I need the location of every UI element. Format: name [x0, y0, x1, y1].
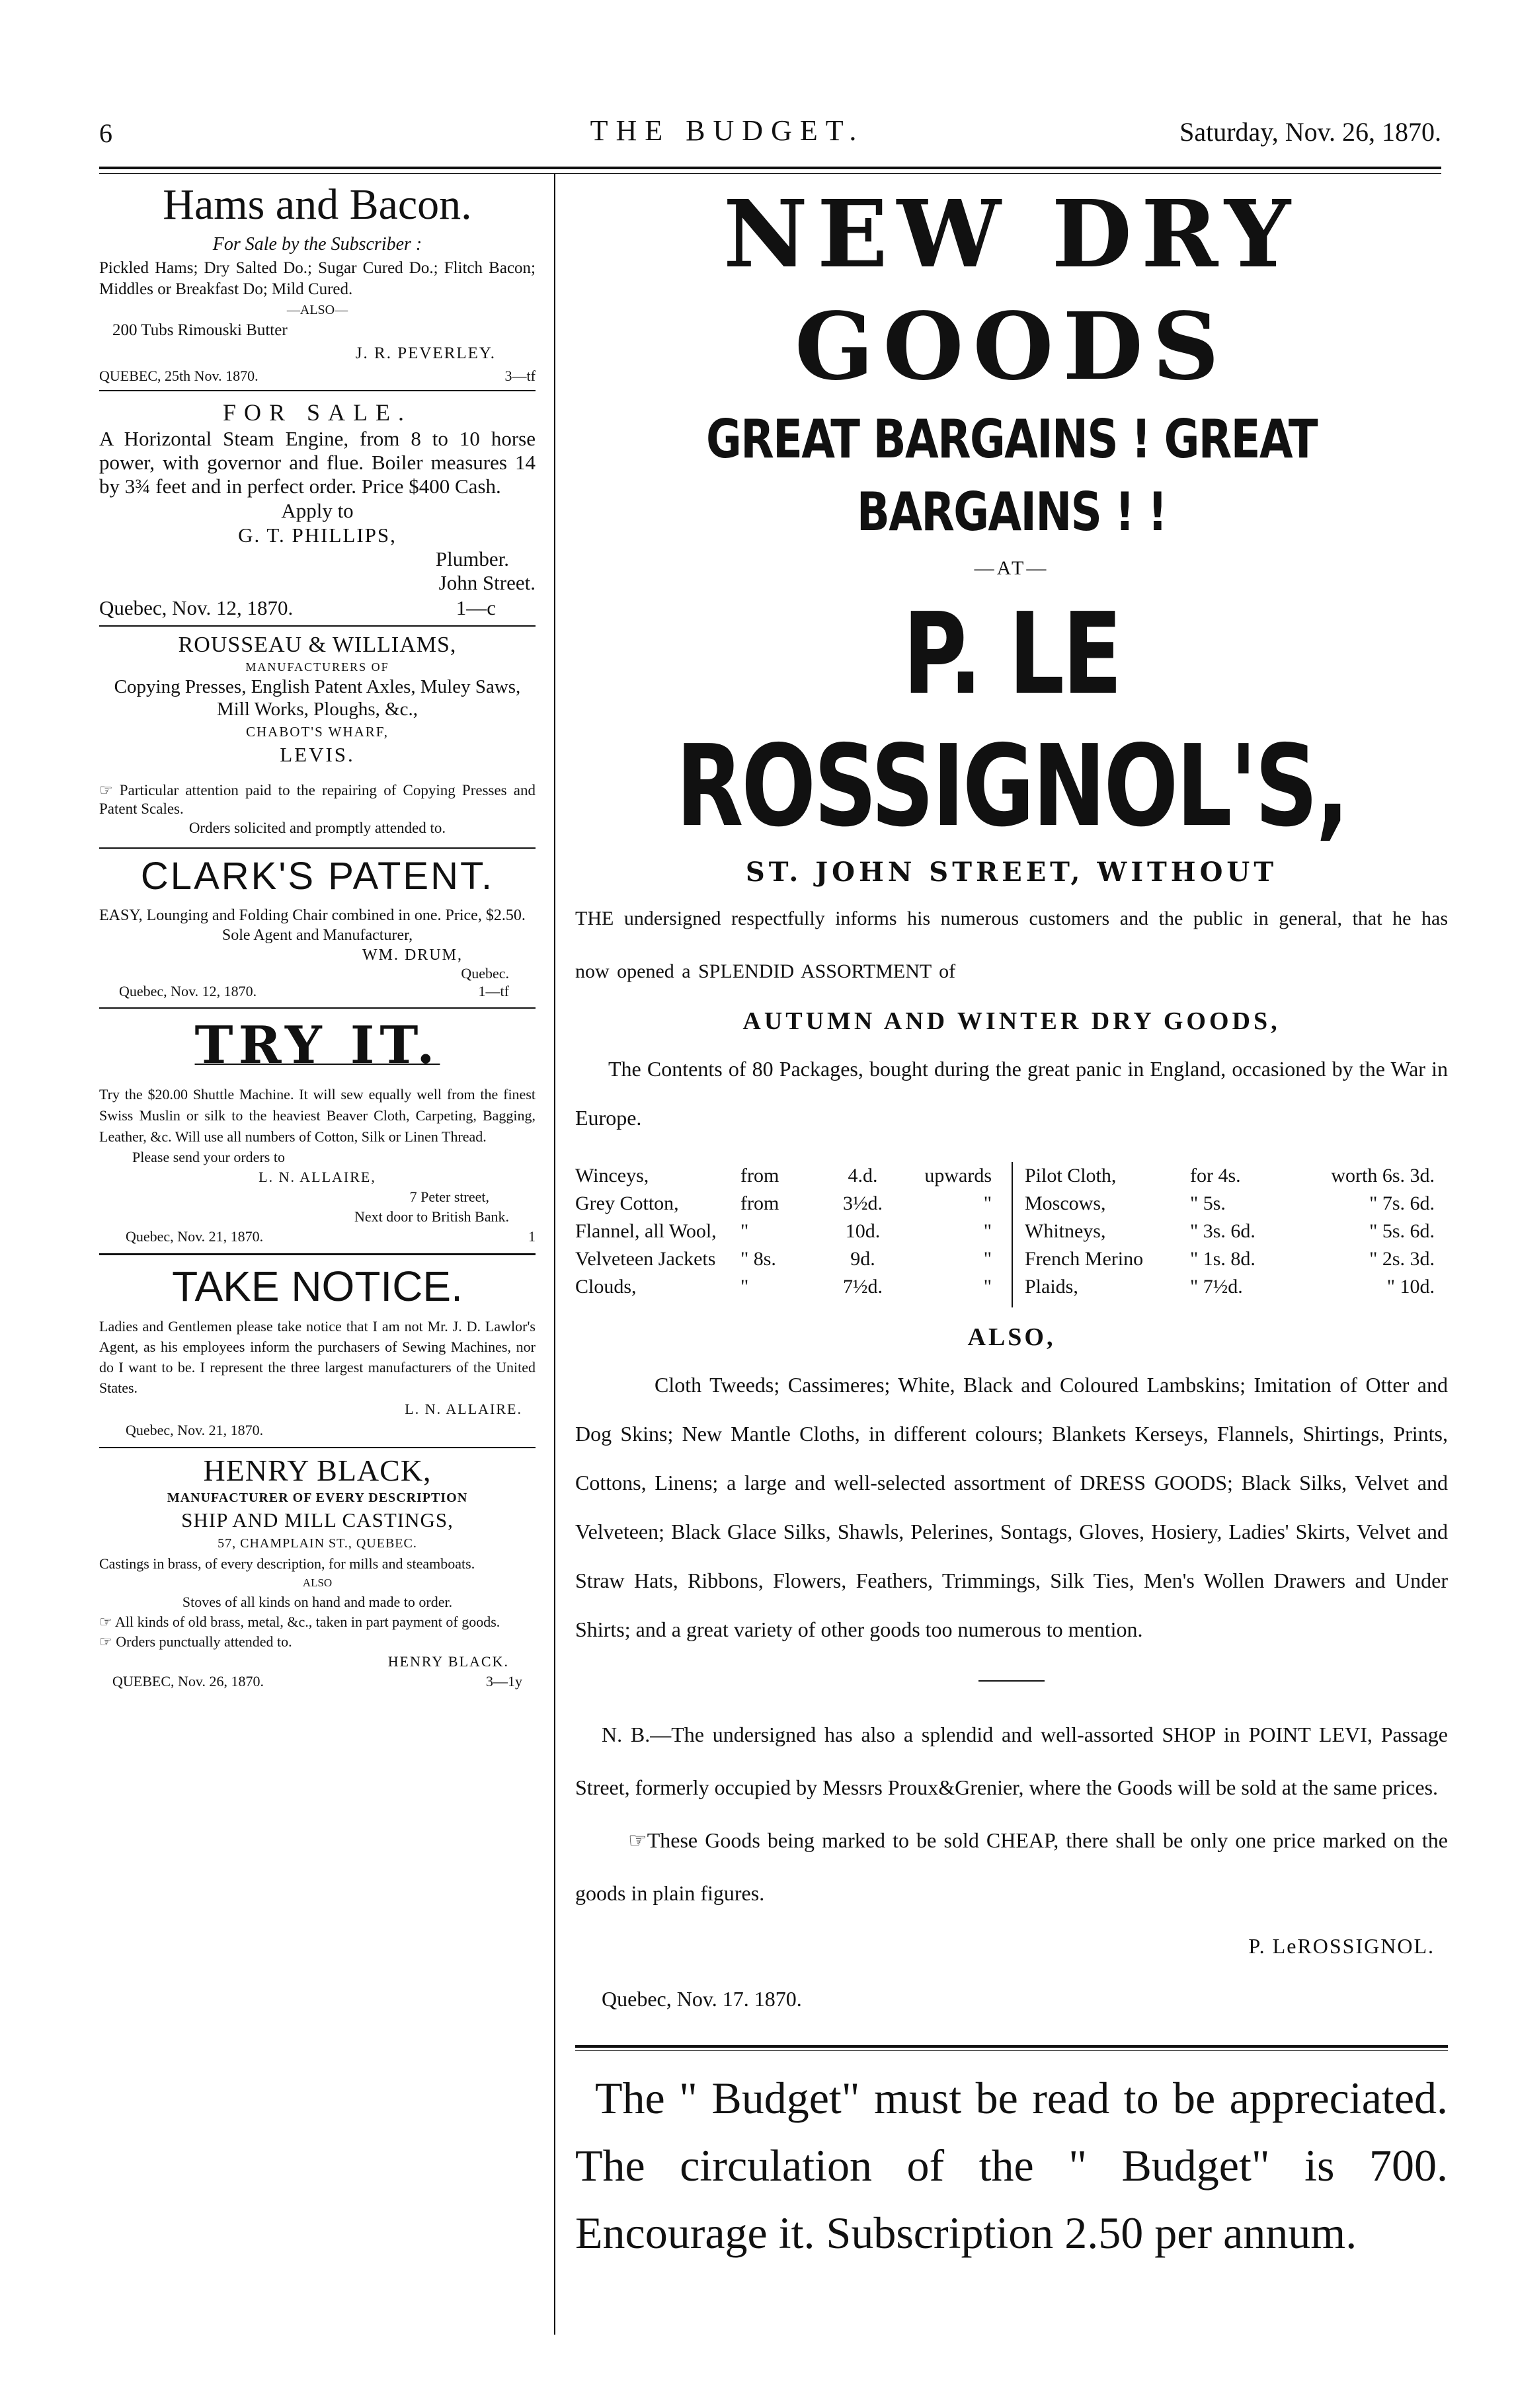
- ad-street: John Street.: [438, 571, 536, 594]
- price-from: " 8s.: [740, 1248, 776, 1270]
- price-list-left: [575, 1162, 998, 1301]
- divider: [99, 1253, 536, 1255]
- masthead-date: Saturday, Nov. 26, 1870.: [1179, 117, 1441, 147]
- divider: [99, 1007, 536, 1009]
- ad-dateline: QUEBEC, Nov. 26, 1870.: [112, 1673, 264, 1689]
- price-for: " 5s.: [1190, 1192, 1226, 1214]
- ad-dateline: Quebec, Nov. 21, 1870.: [126, 1228, 264, 1245]
- price-upwards: ": [983, 1220, 992, 1242]
- price-row: [1025, 1218, 1441, 1245]
- header-rule-thin: [99, 173, 1441, 174]
- ad-name: WM. DRUM,: [362, 947, 463, 964]
- ad-ref: 3—1y: [486, 1673, 522, 1689]
- season-title: AUTUMN AND WINTER DRY GOODS,: [742, 1007, 1281, 1035]
- price-for: " 1s. 8d.: [1190, 1248, 1255, 1270]
- cheap-text: [575, 1814, 1448, 1920]
- price-item: Velveteen Jackets: [575, 1248, 716, 1270]
- price-item: Pilot Cloth,: [1025, 1165, 1117, 1186]
- contents-text: The Contents of 80 Packages, bought during the great panic in England, occasioned by the War in Europe.: [575, 1057, 1448, 1130]
- ad-ref: 1: [528, 1228, 536, 1245]
- ad-place: LEVIS.: [280, 743, 355, 766]
- price-item: Clouds,: [575, 1276, 637, 1298]
- price-upwards: ": [983, 1248, 992, 1270]
- ad-note: [99, 781, 536, 818]
- price-row: [575, 1273, 998, 1301]
- also-body: Cloth Tweeds; Cassimeres; White, Black and Coloured Lambskins; Imitation of Otter and Dog Skins; New Mantle Cloths, in different colours; Blankets Kerseys, Flannels, Shirtings, Prints, Cottons, Linens; a large and well-selected assortment of DRESS GOODS; Black Silks, Velvet and Velveteen; Black Glace Silks, Shawls, Pelerines, Sontags, Gloves, Hosiery, Ladies' Skirts, Velvet and Straw Hats, Ribbons, Flowers, Feathers, Trimmings, Silk Ties, Men's Wollen Drawers and Under Shirts; and a great variety of other goods too numerous to mention.: [575, 1373, 1448, 1641]
- at-label: —AT—: [974, 557, 1049, 579]
- ad-title: ROUSSEAU & WILLIAMS,: [178, 633, 457, 657]
- ad-dateline-row: [99, 982, 536, 1001]
- signer: P. LeROSSIGNOL.: [1248, 1934, 1435, 1958]
- headline: NEW DRY GOODS: [723, 180, 1300, 401]
- ad-also: ALSO: [302, 1576, 333, 1589]
- ad-body: Ladies and Gentlemen please take notice that I am not Mr. J. D. Lawlor's Agent, as his employees inform the purchasers of Sewing Machines, nor do I want to be. I represent the three largest manufacturers of the United States.: [99, 1318, 536, 1396]
- ad-rousseau: [99, 632, 536, 838]
- price-worth: " 5s. 6d.: [1369, 1220, 1435, 1242]
- ad-role: Plumber.: [435, 547, 509, 570]
- ad-addr2: Next door to British Bank.: [354, 1208, 509, 1225]
- masthead-title: THE BUDGET.: [590, 114, 865, 147]
- ad-dateline-row: [99, 595, 536, 621]
- ad-sub2: SHIP AND MILL CASTINGS,: [181, 1508, 454, 1532]
- price-for: " 3s. 6d.: [1190, 1220, 1255, 1242]
- price-item: Whitneys,: [1025, 1220, 1106, 1242]
- ad-orders: Orders solicited and promptly attended to.: [188, 820, 446, 836]
- page-number: 6: [99, 118, 112, 148]
- price-list: [575, 1162, 1448, 1314]
- ad-body: Try the $20.00 Shuttle Machine. It will sew equally well from the finest Swiss Muslin or silk to the heaviest Beaver Cloth, Carpeting, Bagging, Leather, &c. Will use all numbers of Cotton, Silk or Linen Thread.: [99, 1086, 536, 1145]
- ad-dateline-row: [99, 1227, 536, 1247]
- ad-name: L. N. ALLAIRE.: [405, 1401, 522, 1417]
- divider: [99, 847, 536, 849]
- ad-agent: Sole Agent and Manufacturer,: [221, 927, 413, 944]
- ad-note-text: Particular attention paid to the repairing of Copying Presses and Patent Scales.: [99, 782, 536, 817]
- ad-orders-text: Orders punctually attended to.: [116, 1633, 292, 1650]
- ad-name: G. T. PHILLIPS,: [238, 524, 397, 547]
- left-column: [99, 178, 536, 1691]
- ad-try-it: [99, 1014, 536, 1247]
- pointing-hand-icon: ☞: [628, 1828, 647, 1852]
- price-row: [575, 1162, 998, 1190]
- price-for: " 7½d.: [1190, 1276, 1243, 1298]
- divider: [99, 1447, 536, 1448]
- intro-text: THE undersigned respectfully informs his numerous customers and the public in general, that he has now opened a SPLENDID ASSORTMENT of: [575, 908, 1448, 982]
- price-row: [575, 1190, 998, 1218]
- price-value: 3½d.: [843, 1192, 883, 1214]
- store-name: P. LE ROSSIGNOL'S,: [676, 589, 1347, 852]
- price-row: [1025, 1190, 1441, 1218]
- budget-notice: The " Budget" must be read to be appreciated. The circulation of the " Budget" is 700. Encourage it. Subscription 2.50 per annum.: [575, 2073, 1448, 2258]
- ad-body: A Horizontal Steam Engine, from 8 to 10 horse power, with governor and flue. Boiler measures 14 by 3¾ feet and in perfect order. Price $400 Cash.: [99, 427, 536, 498]
- ad-addr1: 7 Peter street,: [409, 1188, 489, 1205]
- price-row: [575, 1245, 998, 1273]
- ad-place: Quebec.: [461, 965, 509, 982]
- dateline: Quebec, Nov. 17. 1870.: [602, 1987, 802, 2011]
- pointing-hand-icon: ☞: [99, 1613, 112, 1630]
- ad-signer: J. R. PEVERLEY.: [355, 344, 496, 362]
- price-value: 10d.: [845, 1220, 881, 1242]
- ad-dateline: Quebec, Nov. 12, 1870.: [119, 983, 257, 999]
- price-row: [575, 1218, 998, 1245]
- ad-ref: 1—tf: [478, 983, 509, 999]
- price-for: for 4s.: [1190, 1165, 1241, 1186]
- ad-body: Pickled Hams; Dry Salted Do.; Sugar Cured Do.; Flitch Bacon; Middles or Breakfast Do; Mild Cured.: [99, 259, 536, 298]
- also-title: ALSO,: [967, 1323, 1056, 1351]
- budget-rule-thin: [575, 2050, 1448, 2051]
- price-worth: " 7s. 6d.: [1369, 1192, 1435, 1214]
- ad-name: HENRY BLACK.: [387, 1653, 509, 1670]
- price-upwards: upwards: [924, 1165, 992, 1186]
- bargains-banner: GREAT BARGAINS ! GREAT BARGAINS ! !: [705, 408, 1317, 543]
- ad-ref: 3—tf: [504, 368, 536, 384]
- price-value: 9d.: [850, 1248, 875, 1270]
- ad-dateline-row: [99, 366, 536, 386]
- price-item: Grey Cotton,: [575, 1192, 679, 1214]
- ad-please: Please send your orders to: [132, 1149, 285, 1165]
- price-item: French Merino: [1025, 1248, 1144, 1270]
- price-item: Flannel, all Wool,: [575, 1220, 717, 1242]
- price-value: 4.d.: [848, 1165, 878, 1186]
- ad-subtitle: For Sale by the Subscriber :: [212, 234, 422, 254]
- ad-orders: [99, 1632, 536, 1652]
- ad-addr: 57, CHAMPLAIN ST., QUEBEC.: [218, 1536, 417, 1551]
- price-worth: " 10d.: [1386, 1276, 1435, 1298]
- ad-title: CLARK'S PATENT.: [140, 855, 495, 898]
- divider: [99, 625, 536, 627]
- ad-take-notice: [99, 1262, 536, 1440]
- ad-also: —ALSO—: [286, 303, 348, 317]
- price-worth: worth 6s. 3d.: [1331, 1165, 1435, 1186]
- price-from: from: [740, 1192, 779, 1214]
- price-upwards: ": [983, 1192, 992, 1214]
- price-list-divider: [1012, 1162, 1013, 1307]
- ad-name: L. N. ALLAIRE,: [259, 1169, 376, 1185]
- divider: [99, 390, 536, 391]
- column-divider: [554, 173, 555, 2335]
- ad-dateline: QUEBEC, 25th Nov. 1870.: [99, 368, 259, 384]
- cheap-text-body: These Goods being marked to be sold CHEAP, there shall be only one price marked on the goods in plain figures.: [575, 1828, 1448, 1905]
- store-street: ST. JOHN STREET, WITHOUT: [745, 857, 1278, 888]
- pointing-hand-icon: ☞: [99, 1633, 112, 1650]
- ad-dateline: Quebec, Nov. 12, 1870.: [99, 596, 294, 619]
- ad-stoves: Stoves of all kinds on hand and made to order.: [182, 1594, 453, 1610]
- price-list-right: [1025, 1162, 1441, 1301]
- price-from: ": [740, 1276, 749, 1298]
- ad-dateline: Quebec, Nov. 21, 1870.: [126, 1422, 264, 1438]
- ad-body: EASY, Lounging and Folding Chair combined in one. Price, $2.50.: [99, 907, 526, 924]
- price-item: Plaids,: [1025, 1276, 1078, 1298]
- ad-sub: MANUFACTURER OF EVERY DESCRIPTION: [167, 1491, 468, 1505]
- price-item: Moscows,: [1025, 1192, 1106, 1214]
- price-item: Winceys,: [575, 1165, 649, 1186]
- ad-hams-bacon: [99, 178, 536, 386]
- price-upwards: ": [983, 1276, 992, 1298]
- price-row: [1025, 1273, 1441, 1301]
- ad-wharf: CHABOT'S WHARF,: [245, 724, 389, 740]
- ad-title: Hams and Bacon.: [163, 180, 472, 229]
- price-value: 7½d.: [843, 1276, 883, 1298]
- price-row: [1025, 1245, 1441, 1273]
- price-row: [1025, 1162, 1441, 1190]
- price-worth: " 2s. 3d.: [1369, 1248, 1435, 1270]
- ad-butter: 200 Tubs Rimouski Butter: [112, 321, 288, 339]
- ad-henry-black: [99, 1454, 536, 1691]
- ad-apply: Apply to: [281, 499, 354, 522]
- ad-title: FOR SALE.: [222, 399, 413, 426]
- ad-title: HENRY BLACK,: [203, 1454, 432, 1487]
- ad-body: Copying Presses, English Patent Axles, Muley Saws, Mill Works, Ploughs, &c.,: [114, 676, 521, 720]
- header-rule: [99, 167, 1441, 169]
- budget-rule: [575, 2045, 1448, 2048]
- ad-title: TRY IT.: [194, 1015, 440, 1075]
- short-rule: [978, 1680, 1045, 1682]
- ad-dateline-row: [99, 1672, 536, 1691]
- nb-text: N. B.—The undersigned has also a splendid and well-assorted SHOP in POINT LEVI, Passage Street, formerly occupied by Messrs Proux&Grenier, where the Goods will be sold at the same prices.: [575, 1723, 1448, 1799]
- price-from: ": [740, 1220, 749, 1242]
- ad-title: TAKE NOTICE.: [172, 1262, 463, 1310]
- ad-body: Castings in brass, of every description, for mills and steamboats.: [99, 1555, 475, 1572]
- price-from: from: [740, 1165, 779, 1186]
- pointing-hand-icon: ☞: [99, 782, 113, 798]
- ad-for-sale: [99, 398, 536, 621]
- right-column: [575, 178, 1448, 2267]
- ad-sub: MANUFACTURERS OF: [245, 660, 389, 674]
- ad-ref: 1—c: [456, 596, 496, 619]
- ad-clarks-patent: [99, 853, 536, 1001]
- ad-brass-text: All kinds of old brass, metal, &c., taken in part payment of goods.: [115, 1613, 500, 1630]
- ad-brass: [99, 1612, 536, 1632]
